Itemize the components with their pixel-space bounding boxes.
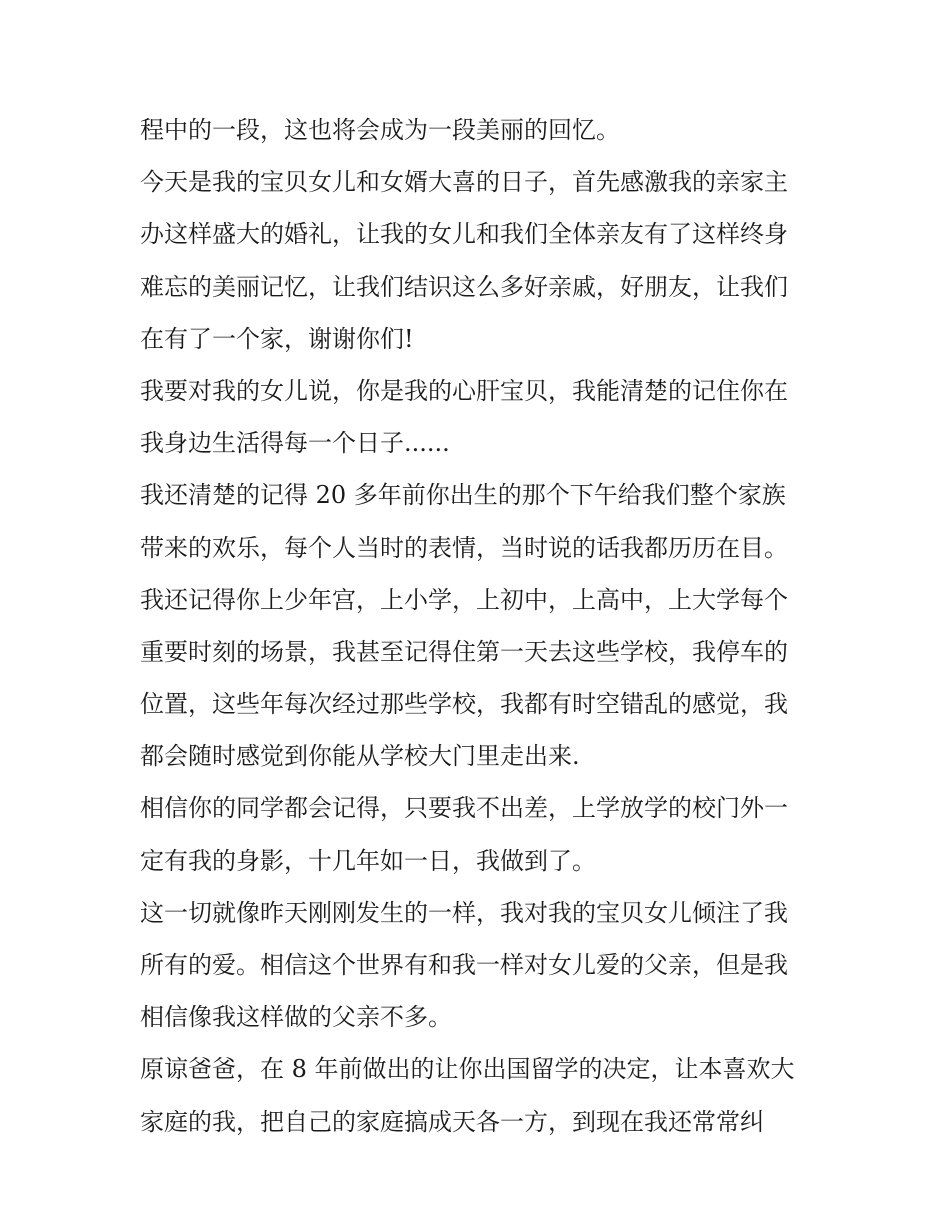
text-line: 所有的爱。相信这个世界有和我一样对女儿爱的父亲，但是我 [140,951,788,979]
text-line: 程中的一段，这也将会成为一段美丽的回忆。 [140,116,620,144]
text-line: 原谅爸爸，在 8 年前做出的让你出国留学的决定，让本喜欢大 [140,1055,795,1084]
text-line: 都会随时感觉到你能从学校大门里走出来. [140,742,580,771]
text-line: 我要对我的女儿说，你是我的心肝宝贝，我能清楚的记住你在 [140,376,788,405]
text-line: 难忘的美丽记忆，让我们结识这么多好亲戚，好朋友，让我们 [140,272,788,301]
text-line: 我还清楚的记得 20 多年前你出生的那个下午给我们整个家族 [140,481,786,510]
text-line: 重要时刻的场景，我甚至记得住第一天去这些学校，我停车的 [140,637,788,666]
text-line: 我身边生活得每一个日子...... [140,429,450,458]
text-line: 家庭的我，把自己的家庭搞成天各一方，到现在我还常常纠 [140,1107,764,1136]
text-line: 这一切就像昨天刚刚发生的一样，我对我的宝贝女儿倾注了我 [140,898,788,927]
text-line: 我还记得你上少年宫，上小学，上初中，上高中，上大学每个 [140,585,788,614]
text-line: 相信像我这样做的父亲不多。 [140,1003,452,1032]
text-line: 相信你的同学都会记得，只要我不出差，上学放学的校门外一 [140,794,788,823]
text-line: 今天是我的宝贝女儿和女婿大喜的日子，首先感激我的亲家主 [140,168,788,197]
text-line: 办这样盛大的婚礼，让我的女儿和我们全体亲友有了这样终身 [140,220,788,249]
text-line: 在有了一个家，谢谢你们! [140,324,414,353]
text-line: 定有我的身影，十几年如一日，我做到了。 [140,846,596,875]
body-text [140,104,820,1148]
text-line: 位置，这些年每次经过那些学校，我都有时空错乱的感觉，我 [140,690,788,719]
text-line: 带来的欢乐，每个人当时的表情，当时说的话我都历历在目。 [140,533,788,562]
